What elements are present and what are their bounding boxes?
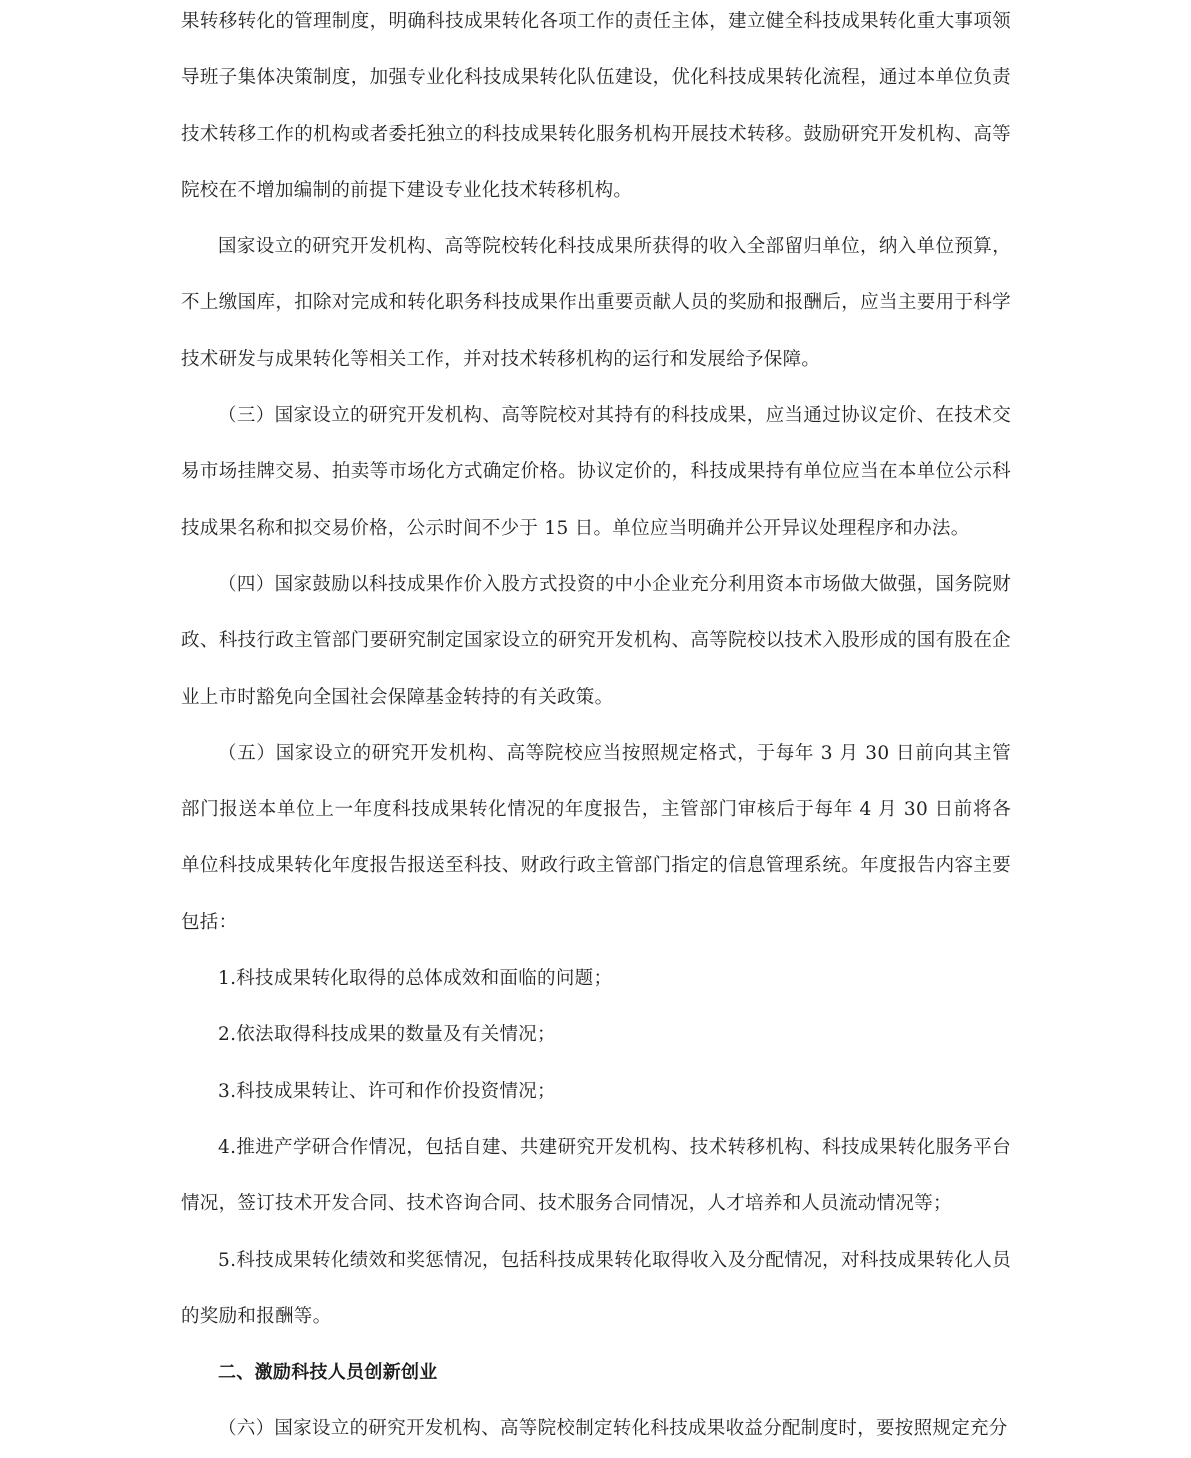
paragraph-item-5-annual-report: （五）国家设立的研究开发机构、高等院校应当按照规定格式，于每年 3 月 30 日前向其主管部门报送本单位上一年度科技成果转化情况的年度报告，主管部门审核后于每年 4 月 30 日前将各单位科技成果转化年度报告报送至科技、财政行政主管部门指定的信息管理系统。年度报告内容主要包括：	[181, 742, 1011, 933]
list-item-3: 3.科技成果转让、许可和作价投资情况；	[218, 1080, 556, 1102]
paragraph-item-3-pricing: （三）国家设立的研究开发机构、高等院校对其持有的科技成果，应当通过协议定价、在技术交易市场挂牌交易、拍卖等市场化方式确定价格。协议定价的，科技成果持有单位应当在本单位公示科技成果名称和拟交易价格，公示时间不少于 15 日。单位应当明确并公开异议处理程序和办法。	[181, 405, 1011, 539]
paragraph-item-4-equity: （四）国家鼓励以科技成果作价入股方式投资的中小企业充分利用资本市场做大做强，国务院财政、科技行政主管部门要研究制定国家设立的研究开发机构、高等院校以技术入股形成的国有股在企业上市时豁免向全国社会保障基金转持的有关政策。	[181, 573, 1011, 708]
list-item-1: 1.科技成果转化取得的总体成效和面临的问题；	[218, 968, 613, 990]
paragraph-item-6-truncated: （六）国家设立的研究开发机构、高等院校制定转化科技成果收益分配制度时，要按照规定充分	[218, 1418, 1008, 1440]
list-item-4: 4.推进产学研合作情况，包括自建、共建研究开发机构、技术转移机构、科技成果转化服务平台情况，签订技术开发合同、技术咨询合同、技术服务合同情况，人才培养和人员流动情况等；	[181, 1136, 1011, 1215]
list-item-2: 2.依法取得科技成果的数量及有关情况；	[218, 1024, 556, 1046]
paragraph-body: 果转移转化的管理制度，明确科技成果转化各项工作的责任主体，建立健全科技成果转化重大事项领导班子集体决策制度，加强专业化科技成果转化队伍建设，优化科技成果转化流程，通过本单位负责技术转移工作的机构或者委托独立的科技成果转化服务机构开展技术转移。鼓励研究开发机构、高等院校在不增加编制的前提下建设专业化技术转移机构。	[181, 11, 1011, 201]
section-heading: 二、激励科技人员创新创业	[218, 1362, 438, 1384]
document-page	[181, 0, 1011, 1458]
list-item-5: 5.科技成果转化绩效和奖惩情况，包括科技成果转化取得收入及分配情况，对科技成果转化人员的奖励和报酬等。	[181, 1249, 1011, 1327]
paragraph-income-retention: 国家设立的研究开发机构、高等院校转化科技成果所获得的收入全部留归单位，纳入单位预算，不上缴国库，扣除对完成和转化职务科技成果作出重要贡献人员的奖励和报酬后，应当主要用于科学技术研发与成果转化等相关工作，并对技术转移机构的运行和发展给予保障。	[181, 236, 1011, 370]
